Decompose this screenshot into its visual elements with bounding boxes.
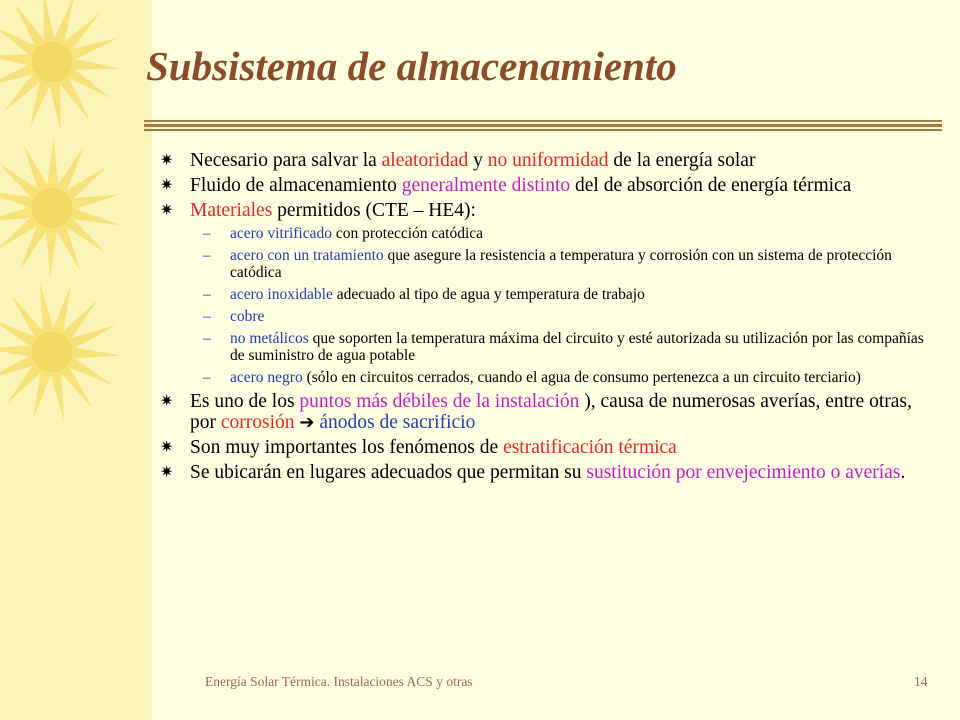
sun-core-shape [32,188,73,229]
star-bullet-icon: ✷ [160,393,174,410]
list-item: – acero vitrificado con protección catódica [203,225,484,242]
bullet-item: ✷ Necesario para salvar la aleatoridad y no uniformidad de la energía solar [160,150,756,171]
footer-text: Energía Solar Térmica. Instalaciones ACS y otras [205,674,473,689]
arrow-right-icon: ➔ [299,412,315,433]
dash-bullet: – [203,247,211,264]
sun-core-shape [32,332,73,373]
sun-decoration [0,0,152,720]
list-item: – no metálicos que soporten la temperatura máxima del circuito y esté autorizada su utilización por las compañías de suministro de agua potable [203,330,924,364]
list-item: – acero con un tratamiento que asegure la resistencia a temperatura y corrosión con un sistema de protección catódica [203,247,892,281]
star-bullet-icon: ✷ [160,177,174,194]
sun-core-shape [32,42,73,83]
slide-content [160,150,942,487]
star-bullet-icon: ✷ [160,202,174,219]
bullet-item: ✷ Materiales permitidos (CTE – HE4): [160,200,476,221]
slide-title: Subsistema de almacenamiento [146,43,677,89]
dash-bullet: – [203,330,211,347]
dash-bullet: – [203,369,211,386]
dash-bullet: – [203,308,211,325]
dash-bullet: – [203,286,211,303]
materials-list [160,225,942,386]
sun-icon [0,283,122,421]
bullet-item: ✷ Se ubicarán en lugares adecuados que permitan su sustitución por envejecimiento o averías. [160,462,906,483]
list-item: – acero negro (sólo en circuitos cerrados, cuando el agua de consumo pertenezca a un circuito terciario) [203,369,861,386]
bullet-item: ✷ Es uno de los puntos más débiles de la instalación ), causa de numerosas averías, entre otras, por corrosión ➔ ánodos de sacrificio [160,391,912,433]
star-bullet-icon: ✷ [160,464,174,481]
list-item: – cobre [203,308,265,325]
sun-icon [0,0,122,132]
dash-bullet: – [203,225,211,242]
title-divider [144,120,942,132]
bullet-item: ✷ Son muy importantes los fenómenos de estratificación térmica [160,437,677,458]
star-bullet-icon: ✷ [160,152,174,169]
page-number: 14 [914,674,928,689]
list-item: – acero inoxidable adecuado al tipo de agua y temperatura de trabajo [203,286,645,303]
bullet-item: ✷ Fluido de almacenamiento generalmente distinto del de absorción de energía térmica [160,175,852,196]
star-bullet-icon: ✷ [160,439,174,456]
sun-icon [0,138,121,278]
